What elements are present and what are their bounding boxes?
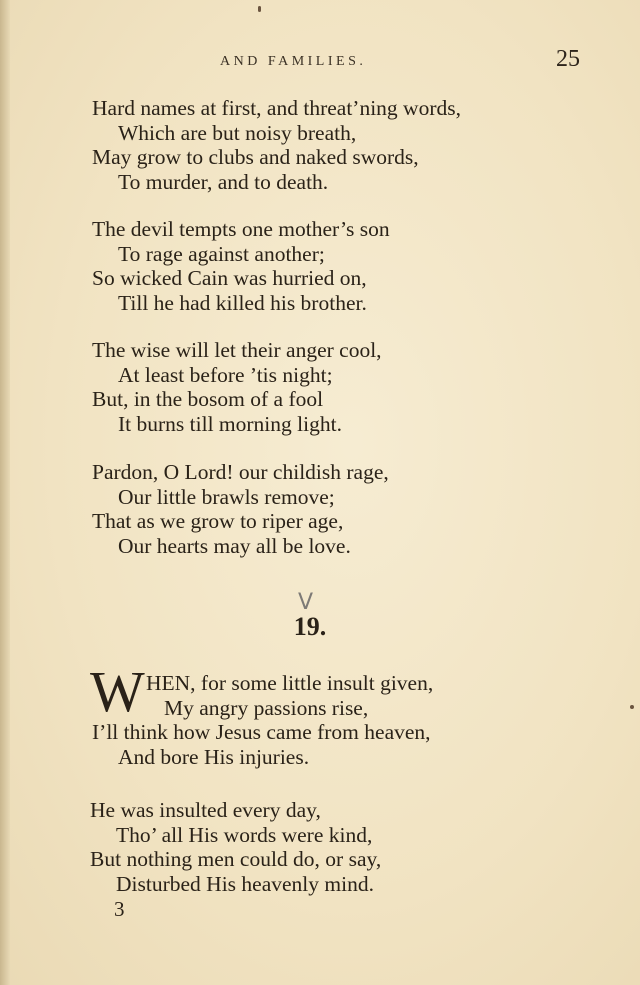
verse-line: To rage against another;: [118, 241, 325, 266]
verse-line: The wise will let their anger cool,: [92, 338, 382, 362]
verse-line: To murder, and to death.: [118, 169, 329, 194]
verse-line: Disturbed His heavenly mind.: [116, 871, 374, 896]
verse-line-first: HEN, for some little insult given,: [146, 671, 434, 695]
ink-speck: [258, 6, 261, 12]
page-binding-edge: [0, 0, 10, 985]
verse-line: Our little brawls remove;: [118, 484, 335, 509]
verse-line: He was insulted every day,: [90, 798, 321, 822]
verse-line: That as we grow to riper age,: [92, 509, 344, 533]
verse-line: Which are but noisy breath,: [118, 120, 357, 145]
stanza-3: [92, 338, 612, 436]
verse-line: So wicked Cain was hurried on,: [92, 266, 367, 290]
verse-line: Pardon, O Lord! our childish rage,: [92, 460, 389, 484]
stanza-1: [92, 96, 612, 194]
page-header: [0, 48, 640, 78]
verse-line: At least before ’tis night;: [118, 362, 333, 387]
verse-line: The devil tempts one mother’s son: [92, 217, 390, 241]
pencil-check-mark: V: [298, 590, 314, 615]
page-number: 25: [556, 46, 580, 72]
hymn-first-line-block: [146, 671, 616, 720]
verse-line: I’ll think how Jesus came from heaven,: [92, 720, 431, 744]
stanza-2: [92, 217, 612, 315]
hymn-stanza-1: [92, 720, 612, 769]
hymn-stanza-2: [90, 798, 610, 896]
verse-line: And bore His injuries.: [118, 744, 310, 769]
stanza-4: [92, 460, 612, 558]
ink-speck: [630, 705, 634, 709]
running-head: AND FAMILIES.: [220, 54, 367, 69]
verse-line: But, in the bosom of a fool: [92, 387, 324, 411]
verse-line: Till he had killed his brother.: [118, 290, 367, 315]
verse-line: But nothing men could do, or say,: [90, 847, 382, 871]
drop-cap-letter: W: [90, 659, 145, 724]
hymn-number: 19.: [293, 612, 327, 641]
verse-line: May grow to clubs and naked swords,: [92, 145, 419, 169]
verse-line: My angry passions rise,: [164, 695, 369, 720]
signature-mark: 3: [114, 897, 125, 921]
verse-line: Tho’ all His words were kind,: [116, 822, 373, 847]
verse-line: It burns till morning light.: [118, 411, 342, 436]
verse-line: Our hearts may all be love.: [118, 533, 351, 558]
verse-line: Hard names at first, and threat’ning words,: [92, 96, 461, 120]
